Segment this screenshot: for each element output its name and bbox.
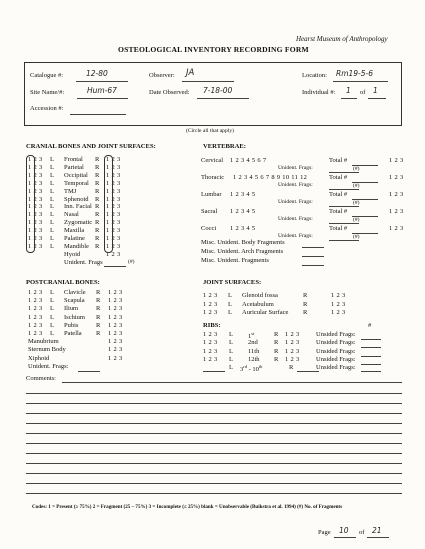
cranial-left-values[interactable]: 1 2 3 [28, 156, 43, 163]
cervical-count-mark: (#) [353, 166, 360, 172]
page-label: Page [318, 529, 331, 536]
thoracic-grade[interactable]: 1 2 3 [389, 174, 404, 181]
lumbar-total: Total # [329, 191, 348, 198]
postcranial-left-side: L [50, 305, 54, 313]
postcranial-left-values[interactable]: 1 2 3 [28, 297, 43, 305]
vertebrae-heading: VERTEBRAE: [203, 143, 247, 150]
cranial-right-values[interactable]: 1 2 3 [106, 211, 121, 219]
joint-right-side: R [303, 300, 308, 308]
cranial-left-side: L [50, 179, 54, 187]
cranial-left-values[interactable]: 1 2 3 [28, 187, 43, 195]
joint-left-side: L [228, 309, 232, 316]
postcranial-bone-name: Clavicle [64, 289, 86, 296]
rib-left-values[interactable]: 1 2 3 [203, 339, 218, 347]
sacral-count-mark: (#) [353, 217, 360, 223]
comment-line[interactable] [26, 403, 402, 404]
cranial-right-side: R [95, 203, 100, 211]
cranial-heading: CRANIAL BONES AND JOINT SURFACES: [26, 143, 156, 150]
rib-left-side: L [229, 355, 233, 363]
cranial-left-values[interactable]: 1 2 3 [28, 242, 43, 250]
postcranial-right-side: R [96, 289, 101, 296]
page-of: of [359, 529, 365, 536]
postcranial-unident-label: Unident. Frags: [28, 362, 69, 370]
cranial-right-values[interactable]: 1 2 3 [106, 156, 121, 163]
location-label: Location: [302, 72, 327, 79]
thoracic-unident: Unident. Frags: [278, 182, 313, 188]
sacral-unident: Unident. Frags: [278, 216, 313, 222]
cranial-right-values[interactable]: 1 2 3 [106, 242, 121, 250]
cranial-right-side: R [95, 242, 100, 250]
postcranial-right-values[interactable]: 1 2 3 [108, 289, 123, 296]
thoracic-count-mark: (#) [353, 183, 360, 189]
cocci-numbers[interactable]: 1 2 3 4 5 [230, 225, 256, 232]
date-value[interactable]: 7-18-00 [203, 86, 233, 95]
postcranial-heading: POSTCRANIAL BONES: [26, 279, 100, 286]
rib-range-frags: Unsided Frags: [316, 364, 356, 371]
cranial-left-values[interactable]: 1 2 3 [28, 195, 43, 203]
thoracic-label: Thoracic [201, 174, 225, 181]
rib-right-side: R [274, 347, 279, 355]
cranial-right-values[interactable]: 1 2 3 [106, 187, 121, 195]
cranial-left-values[interactable]: 1 2 3 [28, 235, 43, 242]
individual-total[interactable]: 1 [373, 86, 378, 95]
cocci-grade[interactable]: 1 2 3 [389, 225, 404, 232]
cranial-bone-name: Frontal [64, 156, 83, 163]
codes-legend: Codes: 1 = Present (≥ 75%) 2 = Fragment (25 – 75%) 3 = Incomplete (≤ 25%) blank = Unobservable (Buikstra et al. 1994) (#) No. of Fragments [32, 504, 343, 510]
rib-left-side: L [229, 339, 233, 347]
location-value[interactable]: Rm19-5-6 [336, 69, 374, 78]
rib-right-side: R [274, 339, 279, 347]
cervical-grade[interactable]: 1 2 3 [389, 157, 404, 164]
postcranial-left-side: L [50, 297, 54, 305]
cranial-left-grade-circles [26, 155, 35, 253]
cranial-right-side: R [95, 163, 100, 171]
cranial-left-side: L [50, 211, 54, 219]
postcranial-left-values[interactable]: 1 2 3 [28, 321, 43, 329]
cranial-left-values[interactable]: 1 2 3 [28, 227, 43, 235]
cranial-right-side: R [95, 171, 100, 179]
individual-label: Individual #: [302, 89, 336, 96]
rib-name: 11th [248, 347, 260, 355]
cranial-bone-name: Nasal [64, 211, 79, 219]
sacral-label: Sacral [201, 208, 218, 215]
cervical-unident: Unident. Frags: [278, 165, 313, 171]
rib-name: 12th [248, 355, 260, 363]
comment-line[interactable] [26, 453, 402, 454]
joint-right-values[interactable]: 1 2 3 [331, 309, 346, 316]
cranial-right-side: R [95, 211, 100, 219]
rib-unsided-frags: Unsided Frags: [316, 355, 356, 363]
postcranial-left-side: L [50, 321, 54, 329]
rib-left-values[interactable]: 1 2 3 [203, 331, 218, 338]
cranial-left-side: L [50, 163, 54, 171]
postcranial-left-values[interactable]: 1 2 3 [28, 313, 43, 321]
individual-value[interactable]: 1 [346, 86, 351, 95]
cranial-bone-name: Sphenoid [64, 195, 89, 203]
cranial-left-side: L [50, 156, 54, 163]
rib-right-values[interactable]: 1 2 3 [285, 347, 300, 355]
postcranial-right-values[interactable]: 1 2 3 [108, 330, 123, 337]
site-value[interactable]: Hum-67 [87, 86, 117, 95]
cervical-numbers[interactable]: 1 2 3 4 5 6 7 [230, 157, 267, 164]
joint-left-values[interactable]: 1 2 3 [203, 300, 218, 308]
date-label: Date Observed: [149, 89, 190, 96]
thoracic-total: Total # [329, 174, 348, 181]
joint-left-side: L [228, 300, 232, 308]
lumbar-label: Lumbar [201, 191, 222, 198]
postcranial-right-side: R [96, 305, 101, 313]
misc-frag-label: Misc. Unident. Fragments [201, 257, 269, 264]
postcranial-bone-name: Ilium [64, 305, 79, 313]
lumbar-grade[interactable]: 1 2 3 [389, 191, 404, 198]
rib-left-side: L [229, 331, 233, 338]
cranial-right-values[interactable]: 1 2 3 [106, 203, 121, 211]
rib-unsided-frags: Unsided Frags: [316, 339, 356, 347]
rib-right-side: R [274, 331, 279, 338]
joint-left-values[interactable]: 1 2 3 [203, 309, 218, 316]
cranial-left-side: L [50, 187, 54, 195]
comment-line[interactable] [26, 413, 402, 414]
comment-line[interactable] [26, 493, 402, 494]
cranial-right-values[interactable]: 1 2 3 [106, 219, 121, 227]
postcranial-bone-name: Scapula [64, 297, 85, 305]
postcranial-single-name: Manubrium [28, 338, 59, 346]
comment-line[interactable] [26, 423, 402, 424]
rib-left-side: L [229, 347, 233, 355]
comment-line[interactable] [26, 433, 402, 434]
rib-range-start: 3rd - 10th [240, 364, 263, 374]
joint-surface-name: Auricular Surface [242, 309, 289, 316]
cranial-right-side: R [95, 219, 100, 227]
catalogue-value[interactable]: 12-80 [86, 69, 108, 78]
individual-of: of [360, 89, 366, 96]
cranial-left-side: L [50, 171, 54, 179]
cranial-left-values[interactable]: 1 2 3 [28, 171, 43, 179]
joints-heading: JOINT SURFACES: [203, 279, 262, 286]
cranial-right-values[interactable]: 1 2 3 [106, 195, 121, 203]
thoracic-numbers[interactable]: 1 2 3 4 5 6 7 8 9 10 11 12 [233, 174, 308, 181]
cervical-total: Total # [329, 157, 348, 164]
cranial-right-values[interactable]: 1 2 3 [106, 227, 121, 235]
cranial-bone-name: Zygomatic [64, 219, 93, 227]
cocci-total: Total # [329, 225, 348, 232]
rib-name: 1st [248, 331, 255, 341]
cranial-bone-name: Inn. Facial [64, 203, 92, 211]
catalogue-label: Catalogue #: [30, 72, 64, 79]
joint-left-values[interactable]: 1 2 3 [203, 292, 218, 299]
sacral-numbers[interactable]: 1 2 3 4 5 [230, 208, 256, 215]
cranial-left-side: L [50, 235, 54, 242]
postcranial-bone-name: Patella [64, 330, 82, 337]
page-number[interactable]: 10 [339, 526, 349, 535]
site-label: Site Name/#: [30, 89, 65, 96]
circle-note: (Circle all that apply) [186, 128, 234, 134]
cranial-right-values[interactable]: 1 2 3 [106, 235, 121, 242]
joint-right-values[interactable]: 1 2 3 [331, 300, 346, 308]
cranial-left-values[interactable]: 1 2 3 [28, 163, 43, 171]
cranial-left-side: L [50, 195, 54, 203]
postcranial-single-values[interactable]: 1 2 3 [108, 346, 123, 354]
cranial-bone-name: Palatine [64, 235, 85, 242]
cranial-left-side: L [50, 203, 54, 211]
cranial-bone-name: Temporal [64, 179, 89, 187]
postcranial-left-side: L [50, 313, 54, 321]
lumbar-unident: Unident. Frags: [278, 199, 313, 205]
joint-right-side: R [303, 292, 308, 299]
rib-right-values[interactable]: 1 2 3 [285, 331, 300, 338]
cranial-bone-name: Mandible [64, 242, 89, 250]
cranial-left-side: L [50, 227, 54, 235]
postcranial-left-values[interactable]: 1 2 3 [28, 289, 43, 296]
cranial-right-side: R [95, 195, 100, 203]
postcranial-right-values[interactable]: 1 2 3 [108, 305, 123, 313]
comment-line[interactable] [26, 463, 402, 464]
cranial-bone-name: Occipital [64, 171, 88, 179]
cranial-left-values[interactable]: 1 2 3 [28, 179, 43, 187]
joint-surface-name: Glenoid fossa [242, 292, 278, 299]
postcranial-left-values[interactable]: 1 2 3 [28, 330, 43, 337]
cranial-left-values[interactable]: 1 2 3 [28, 211, 43, 219]
page-total[interactable]: 21 [372, 526, 382, 535]
cranial-right-side: R [95, 156, 100, 163]
accession-label: Accession #: [30, 105, 64, 112]
postcranial-left-values[interactable]: 1 2 3 [28, 305, 43, 313]
rib-right-side: R [274, 355, 279, 363]
postcranial-right-side: R [96, 321, 101, 329]
form-title: OSTEOLOGICAL INVENTORY RECORDING FORM [118, 45, 309, 54]
postcranial-right-values[interactable]: 1 2 3 [108, 321, 123, 329]
cranial-bone-name: TMJ [64, 187, 77, 195]
postcranial-single-name: Sternum Body [28, 346, 66, 354]
postcranial-bone-name: Pubis [64, 321, 79, 329]
comment-line[interactable] [26, 473, 402, 474]
cranial-right-side: R [95, 187, 100, 195]
cranial-right-values[interactable]: 1 2 3 [106, 179, 121, 187]
comments-label: Comments: [26, 375, 56, 382]
cranial-right-side: R [95, 235, 100, 242]
cranial-right-values[interactable]: 1 2 3 [106, 171, 121, 179]
joint-surface-name: Acetabulum [242, 300, 274, 308]
ribs-heading: RIBS: [203, 322, 221, 329]
cocci-label: Cocci [201, 225, 217, 232]
rib-right-values[interactable]: 1 2 3 [285, 339, 300, 347]
misc-arch-label: Misc. Unident. Arch Fragments [201, 248, 284, 255]
lumbar-numbers[interactable]: 1 2 3 4 5 [230, 191, 256, 198]
cranial-bone-name: Maxilla [64, 227, 85, 235]
postcranial-single-name: Xiphoid [28, 354, 50, 362]
misc-body-label: Misc. Unident. Body Fragments [201, 239, 285, 246]
postcranial-left-side: L [50, 289, 54, 296]
postcranial-single-values[interactable]: 1 2 3 [108, 338, 123, 346]
observer-value[interactable]: JA [186, 68, 195, 78]
observer-label: Observer: [149, 72, 175, 79]
rib-range-side: L [229, 364, 233, 371]
rib-right-values[interactable]: 1 2 3 [285, 355, 300, 363]
rib-range-rs: R [289, 364, 294, 371]
rib-unsided-frags: Unsided Frags: [316, 331, 356, 338]
cranial-left-values[interactable]: 1 2 3 [28, 203, 43, 211]
museum-name: Hearst Museum of Anthropology [296, 35, 388, 43]
cocci-count-mark: (#) [353, 234, 360, 240]
cocci-unident: Unident. Frags: [278, 233, 313, 239]
cranial-right-side: R [95, 227, 100, 235]
hyoid-label: Hyoid [64, 250, 81, 258]
sacral-grade[interactable]: 1 2 3 [389, 208, 404, 215]
cranial-bone-name: Parietal [64, 163, 84, 171]
cranial-unident-count-mark: (#) [128, 259, 135, 266]
ribs-hash: # [368, 322, 372, 329]
comment-line[interactable] [26, 443, 402, 444]
cranial-right-values[interactable]: 1 2 3 [106, 163, 121, 171]
joint-right-side: R [303, 309, 308, 316]
cranial-left-values[interactable]: 1 2 3 [28, 219, 43, 227]
cranial-right-side: R [95, 179, 100, 187]
cranial-left-side: L [50, 219, 54, 227]
hyoid-values[interactable]: 1 2 3 [106, 250, 121, 258]
postcranial-right-side: R [96, 330, 101, 337]
rib-unsided-frags: Unsided Frags: [316, 347, 356, 355]
cranial-left-side: L [50, 242, 54, 250]
lumbar-count-mark: (#) [353, 200, 360, 206]
postcranial-right-side: R [96, 313, 101, 321]
joint-left-side: L [228, 292, 232, 299]
sacral-total: Total # [329, 208, 348, 215]
rib-name: 2nd [248, 339, 258, 347]
rib-left-values[interactable]: 1 2 3 [203, 355, 218, 363]
joint-right-values[interactable]: 1 2 3 [331, 292, 346, 299]
cervical-label: Cervical [201, 157, 224, 164]
cranial-unident-label: Unident. Frags [64, 258, 103, 266]
postcranial-single-values[interactable]: 1 2 3 [108, 354, 123, 362]
postcranial-right-values[interactable]: 1 2 3 [108, 297, 123, 305]
comment-line[interactable] [26, 393, 402, 394]
cranial-right-grade-circles [104, 155, 113, 253]
postcranial-right-side: R [96, 297, 101, 305]
postcranial-bone-name: Ischium [64, 313, 85, 321]
comment-line[interactable] [26, 483, 402, 484]
rib-left-values[interactable]: 1 2 3 [203, 347, 218, 355]
postcranial-right-values[interactable]: 1 2 3 [108, 313, 123, 321]
postcranial-left-side: L [50, 330, 54, 337]
